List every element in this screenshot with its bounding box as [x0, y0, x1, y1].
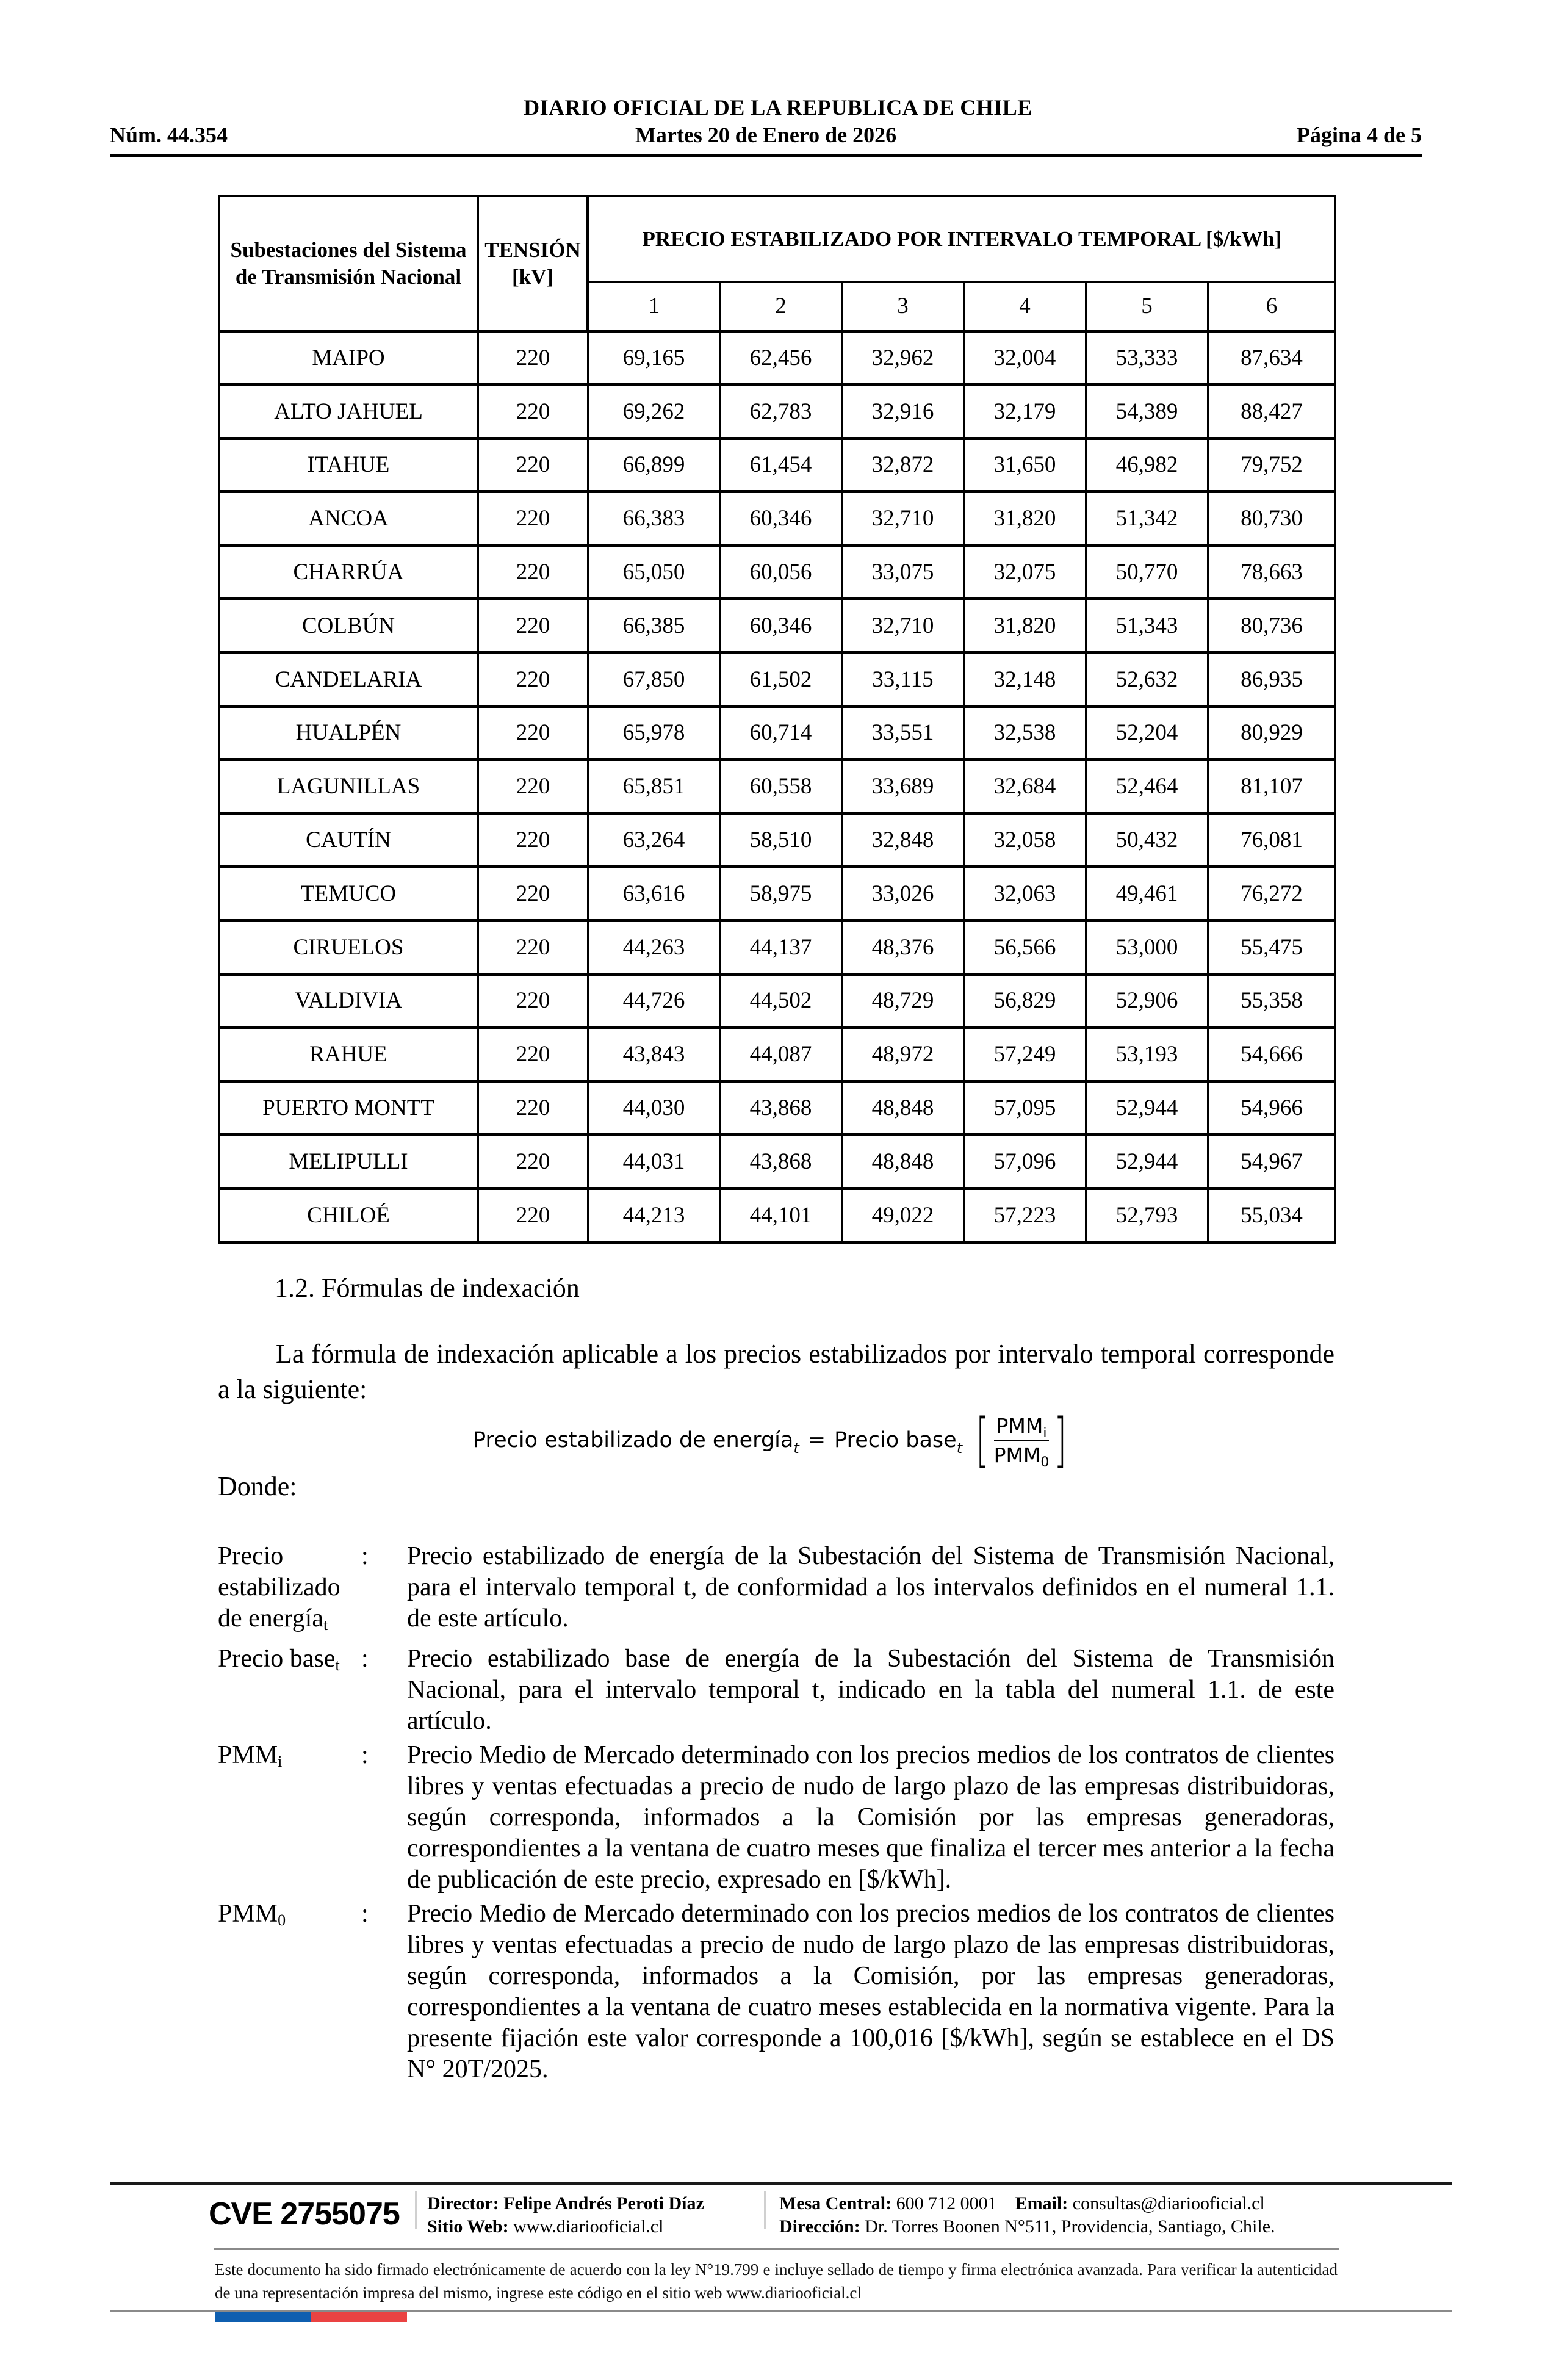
price-value: 31,650 [964, 438, 1086, 492]
formula-lhs: Precio estabilizado de energía$_t$ [473, 1428, 799, 1457]
substation-name: RAHUE [219, 1028, 478, 1081]
table-row [219, 867, 1336, 920]
footer-contact-block: Mesa Central: 600 712 0001 Email: consultas@diariooficial.cl Dirección: Dr. Torres Boonen N°511, Providencia, Santiago, Chile. [779, 2193, 1275, 2237]
price-value: 52,944 [1086, 1081, 1208, 1135]
table-row [219, 492, 1336, 546]
interval-header: 1 [588, 283, 720, 331]
price-value: 32,063 [964, 867, 1086, 920]
price-value: 51,343 [1086, 599, 1208, 652]
substation-name: CIRUELOS [219, 920, 478, 974]
price-value: 81,107 [1208, 760, 1336, 813]
definition-text: Precio estabilizado base de energía de la Subestación del Sistema de Transmisión Nacional, para el intervalo temporal t, indicado en la tabla del numeral 1.1. de este artículo. [407, 1645, 1334, 1735]
price-value: 57,096 [964, 1134, 1086, 1188]
stabilized-price-table [218, 195, 1336, 1244]
price-value: 51,342 [1086, 492, 1208, 546]
substation-name: COLBÚN [219, 599, 478, 652]
table-row [219, 384, 1336, 438]
price-value: 32,916 [842, 384, 964, 438]
price-value: 33,075 [842, 546, 964, 599]
price-value: 32,848 [842, 813, 964, 867]
price-value: 32,148 [964, 652, 1086, 706]
price-value: 52,906 [1086, 974, 1208, 1028]
price-value: 48,848 [842, 1081, 964, 1135]
price-value: 32,075 [964, 546, 1086, 599]
website-link[interactable]: www.diariooficial.cl [513, 2216, 664, 2237]
footer-separator [415, 2191, 417, 2229]
price-value: 33,026 [842, 867, 964, 920]
price-value: 33,689 [842, 760, 964, 813]
price-value: 53,333 [1086, 331, 1208, 385]
definition-term: Precio base$_t$ [218, 1645, 340, 1674]
price-value: 43,868 [720, 1134, 842, 1188]
table-row [219, 813, 1336, 867]
price-value: 32,179 [964, 384, 1086, 438]
price-value: 54,966 [1208, 1081, 1336, 1135]
table-row [219, 1081, 1336, 1135]
price-value: 50,770 [1086, 546, 1208, 599]
price-value: 55,034 [1208, 1188, 1336, 1242]
publication-title: DIARIO OFICIAL DE LA REPUBLICA DE CHILE [524, 95, 1032, 120]
voltage-value: 220 [478, 652, 588, 706]
price-value: 66,899 [588, 438, 720, 492]
legal-notice: Este documento ha sido firmado electrónicamente de acuerdo con la ley N°19.799 e incluye sellado de tiempo y firma electrónica avanzada. Para verificar la autenticidad de una representación impresa del mismo, ingrese este código en el sitio web www.diariooficial.cl [215, 2260, 1338, 2302]
price-value: 57,223 [964, 1188, 1086, 1242]
interval-header: 5 [1086, 283, 1208, 331]
price-value: 88,427 [1208, 384, 1336, 438]
price-value: 67,850 [588, 652, 720, 706]
price-value: 79,752 [1208, 438, 1336, 492]
voltage-value: 220 [478, 438, 588, 492]
substation-name: PUERTO MONTT [219, 1081, 478, 1135]
page-indicator: Página 4 de 5 [1296, 123, 1422, 147]
price-value: 86,935 [1208, 652, 1336, 706]
voltage-value: 220 [478, 867, 588, 920]
substation-name: CANDELARIA [219, 652, 478, 706]
substation-name: ITAHUE [219, 438, 478, 492]
section-heading: 1.2. Fórmulas de indexación [275, 1273, 580, 1303]
price-value: 43,868 [720, 1081, 842, 1135]
price-value: 54,389 [1086, 384, 1208, 438]
interval-header: 6 [1208, 283, 1336, 331]
formula-numerator: $PMM_i$ [996, 1413, 1047, 1441]
substation-name: CHILOÉ [219, 1188, 478, 1242]
price-value: 32,684 [964, 760, 1086, 813]
voltage-value: 220 [478, 1028, 588, 1081]
price-value: 32,962 [842, 331, 964, 385]
indexation-formula [473, 1407, 1083, 1474]
voltage-value: 220 [478, 1134, 588, 1188]
price-value: 48,848 [842, 1134, 964, 1188]
price-value: 55,358 [1208, 974, 1336, 1028]
substation-name: ALTO JAHUEL [219, 384, 478, 438]
substation-name: HUALPÉN [219, 706, 478, 760]
price-value: 58,510 [720, 813, 842, 867]
price-value: 48,376 [842, 920, 964, 974]
price-value: 63,264 [588, 813, 720, 867]
interval-header: 3 [842, 283, 964, 331]
price-value: 48,972 [842, 1028, 964, 1081]
issue-date: Martes 20 de Enero de 2026 [635, 123, 897, 147]
price-value: 44,263 [588, 920, 720, 974]
voltage-value: 220 [478, 706, 588, 760]
substation-name: LAGUNILLAS [219, 760, 478, 813]
formula-denominator: $PMM_0$ [993, 1443, 1050, 1470]
price-value: 49,022 [842, 1188, 964, 1242]
price-value: 46,982 [1086, 438, 1208, 492]
price-value: 80,736 [1208, 599, 1336, 652]
price-value: 54,967 [1208, 1134, 1336, 1188]
voltage-value: 220 [478, 760, 588, 813]
price-value: 61,502 [720, 652, 842, 706]
price-value: 60,346 [720, 599, 842, 652]
definition-item: $PMM_i$ : Precio Medio de Mercado determinado con los precios medios de los contratos de clientes libres y ventas efectuadas a precio de nudo de largo plazo de las empresas distribuidoras, según corresponda, informados a la Comisión por las empresas generadoras, correspondientes a la ventana de cuatro meses que finaliza el tercer mes anterior a la fecha de publicación de este precio, expresado en [$/kWh]. [218, 1740, 1334, 1895]
price-value: 57,095 [964, 1081, 1086, 1135]
price-value: 54,666 [1208, 1028, 1336, 1081]
price-value: 44,030 [588, 1081, 720, 1135]
definition-term: $PMM_i$ [218, 1741, 283, 1770]
table-body [219, 331, 1336, 1242]
price-value: 52,793 [1086, 1188, 1208, 1242]
substation-name: CAUTÍN [219, 813, 478, 867]
table-row [219, 599, 1336, 652]
fraction-bar [994, 1440, 1050, 1441]
email-link[interactable]: consultas@diariooficial.cl [1072, 2193, 1265, 2213]
director-name: Felipe Andrés Peroti Díaz [503, 2193, 704, 2213]
price-value: 52,464 [1086, 760, 1208, 813]
price-value: 66,385 [588, 599, 720, 652]
definition-term: Precio estabilizado de energía$_t$ [218, 1542, 340, 1634]
flag-stripe-blue [215, 2312, 311, 2322]
price-value: 60,558 [720, 760, 842, 813]
price-value: 32,004 [964, 331, 1086, 385]
price-value: 32,058 [964, 813, 1086, 867]
definition-item: Precio estabilizado de energía$_t$ : Precio estabilizado de energía de la Subestación del Sistema de Transmisión Nacional, para el intervalo temporal t, de conformidad a los intervalos definidos en el numeral 1.1. de este artículo. [218, 1541, 1334, 1640]
definitions-list [218, 1541, 1334, 2088]
footer-divider [214, 2248, 1339, 2250]
substation-name: TEMUCO [219, 867, 478, 920]
definition-term: $PMM_0$ [218, 1900, 286, 1929]
table-row [219, 760, 1336, 813]
price-value: 55,475 [1208, 920, 1336, 974]
price-value: 31,820 [964, 492, 1086, 546]
header-divider [110, 154, 1422, 157]
table-row [219, 974, 1336, 1028]
price-value: 33,551 [842, 706, 964, 760]
voltage-value: 220 [478, 546, 588, 599]
price-value: 65,851 [588, 760, 720, 813]
price-value: 44,101 [720, 1188, 842, 1242]
substation-name: CHARRÚA [219, 546, 478, 599]
col-header-price-group: PRECIO ESTABILIZADO POR INTERVALO TEMPORAL [$/kWh] [588, 197, 1336, 283]
voltage-value: 220 [478, 331, 588, 385]
price-value: 60,714 [720, 706, 842, 760]
price-value: 62,456 [720, 331, 842, 385]
substation-name: VALDIVIA [219, 974, 478, 1028]
substation-name: MAIPO [219, 331, 478, 385]
price-value: 44,137 [720, 920, 842, 974]
donde-label: Donde: [218, 1471, 297, 1501]
definition-text: Precio Medio de Mercado determinado con los precios medios de los contratos de clientes libres y ventas efectuadas a precio de nudo de largo plazo de las empresas distribuidoras, según corresponda, informados a la Comisión, por las empresas generadoras, correspondientes a la ventana de cuatro meses establecida en la normativa vigente. Para la presente fijación este valor corresponde a 100,016 [$/kWh], según se establece en el DS N° 20T/2025. [407, 1900, 1334, 2083]
definition-text: Precio Medio de Mercado determinado con los precios medios de los contratos de clientes libres y ventas efectuadas a precio de nudo de largo plazo de las empresas distribuidoras, según corresponda, informados a la Comisión por las empresas generadoras, correspondientes a la ventana de cuatro meses que finaliza el tercer mes anterior a la fecha de publicación de este precio, expresado en [$/kWh]. [407, 1741, 1334, 1894]
voltage-value: 220 [478, 492, 588, 546]
intro-paragraph: La fórmula de indexación aplicable a los precios estabilizados por intervalo temporal corresponde a la siguiente: [218, 1339, 1334, 1404]
formula-equals: = [807, 1428, 826, 1452]
voltage-value: 220 [478, 1188, 588, 1242]
price-value: 58,975 [720, 867, 842, 920]
price-value: 31,820 [964, 599, 1086, 652]
substation-name: ANCOA [219, 492, 478, 546]
voltage-value: 220 [478, 974, 588, 1028]
col-header-voltage: TENSIÓN [kV] [478, 197, 588, 331]
price-value: 66,383 [588, 492, 720, 546]
footer-divider [110, 2182, 1452, 2185]
formula-rhs: Precio base$_t$ [834, 1428, 963, 1457]
price-value: 62,783 [720, 384, 842, 438]
price-value: 44,087 [720, 1028, 842, 1081]
col-header-substation: Subestaciones del Sistema de Transmisión Nacional [219, 197, 478, 331]
cve-code: CVE 2755075 [209, 2196, 400, 2232]
phone-number: 600 712 0001 [896, 2193, 997, 2213]
price-value: 57,249 [964, 1028, 1086, 1081]
price-value: 60,346 [720, 492, 842, 546]
price-value: 61,454 [720, 438, 842, 492]
footer-separator [764, 2191, 766, 2229]
price-value: 44,031 [588, 1134, 720, 1188]
price-value: 49,461 [1086, 867, 1208, 920]
left-bracket-icon: [ [976, 1406, 989, 1474]
price-value: 60,056 [720, 546, 842, 599]
table-row [219, 706, 1336, 760]
price-value: 53,193 [1086, 1028, 1208, 1081]
voltage-value: 220 [478, 384, 588, 438]
issue-number: Núm. 44.354 [110, 123, 228, 147]
price-value: 52,632 [1086, 652, 1208, 706]
right-bracket-icon: ] [1054, 1406, 1067, 1474]
definition-item: Precio base$_t$ : Precio estabilizado base de energía de la Subestación del Sistema de Transmisión Nacional, para el intervalo temporal t, indicado en la tabla del numeral 1.1. de este artículo. [218, 1643, 1334, 1737]
price-value: 44,726 [588, 974, 720, 1028]
table-row [219, 1188, 1336, 1242]
table-row [219, 546, 1336, 599]
table-row [219, 438, 1336, 492]
price-value: 44,213 [588, 1188, 720, 1242]
flag-stripe-red [311, 2312, 407, 2322]
interval-header: 4 [964, 283, 1086, 331]
price-value: 65,050 [588, 546, 720, 599]
price-value: 76,081 [1208, 813, 1336, 867]
header-row [110, 122, 1422, 150]
price-value: 32,538 [964, 706, 1086, 760]
price-value: 69,165 [588, 331, 720, 385]
price-value: 69,262 [588, 384, 720, 438]
price-value: 32,710 [842, 599, 964, 652]
price-value: 33,115 [842, 652, 964, 706]
price-value: 56,566 [964, 920, 1086, 974]
price-value: 56,829 [964, 974, 1086, 1028]
table-row [219, 1134, 1336, 1188]
voltage-value: 220 [478, 920, 588, 974]
price-value: 50,432 [1086, 813, 1208, 867]
address: Dr. Torres Boonen N°511, Providencia, Santiago, Chile. [865, 2216, 1275, 2237]
definition-text: Precio estabilizado de energía de la Subestación del Sistema de Transmisión Nacional, para el intervalo temporal t, de conformidad a los intervalos definidos en el numeral 1.1. de este artículo. [407, 1542, 1334, 1632]
price-value: 32,710 [842, 492, 964, 546]
price-value: 80,929 [1208, 706, 1336, 760]
substation-name: MELIPULLI [219, 1134, 478, 1188]
price-value: 87,634 [1208, 331, 1336, 385]
price-value: 63,616 [588, 867, 720, 920]
price-value: 53,000 [1086, 920, 1208, 974]
price-value: 43,843 [588, 1028, 720, 1081]
price-value: 76,272 [1208, 867, 1336, 920]
definition-item: $PMM_0$ : Precio Medio de Mercado determinado con los precios medios de los contratos de clientes libres y ventas efectuadas a precio de nudo de largo plazo de las empresas distribuidoras, según corresponda, informados a la Comisión, por las empresas generadoras, correspondientes a la ventana de cuatro meses establecida en la normativa vigente. Para la presente fijación este valor corresponde a 100,016 [$/kWh], según se establece en el DS N° 20T/2025. [218, 1899, 1334, 2085]
voltage-value: 220 [478, 813, 588, 867]
footer-director-block: Director: Felipe Andrés Peroti Díaz Sitio Web: www.diariooficial.cl [427, 2193, 704, 2237]
formula-ratio [971, 1406, 1072, 1474]
price-value: 52,944 [1086, 1134, 1208, 1188]
price-value: 65,978 [588, 706, 720, 760]
voltage-value: 220 [478, 599, 588, 652]
price-value: 78,663 [1208, 546, 1336, 599]
table-row [219, 920, 1336, 974]
table-row [219, 331, 1336, 385]
table-row [219, 652, 1336, 706]
price-value: 44,502 [720, 974, 842, 1028]
table-row [219, 1028, 1336, 1081]
voltage-value: 220 [478, 1081, 588, 1135]
price-value: 48,729 [842, 974, 964, 1028]
interval-header: 2 [720, 283, 842, 331]
price-value: 80,730 [1208, 492, 1336, 546]
price-value: 32,872 [842, 438, 964, 492]
price-value: 52,204 [1086, 706, 1208, 760]
